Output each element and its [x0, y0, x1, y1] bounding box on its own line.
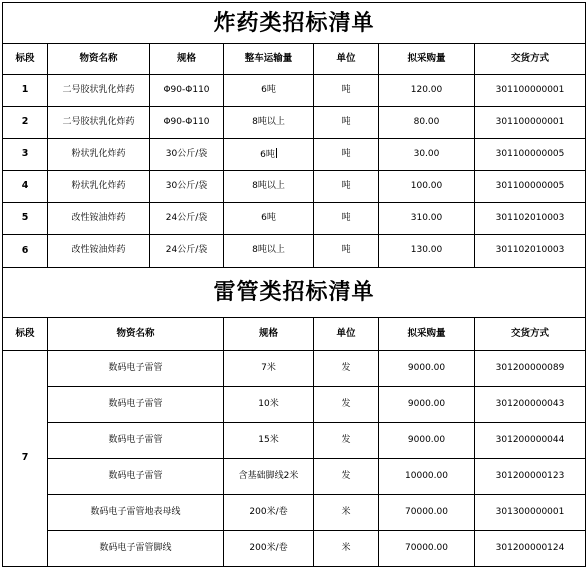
cell-unit: 吨 — [314, 235, 379, 268]
cell-spec: 30公斤/袋 — [150, 139, 224, 171]
header-spec: 规格 — [150, 44, 224, 75]
cell-unit: 发 — [314, 351, 379, 387]
cell-quantity: 70000.00 — [379, 495, 475, 531]
cell-transport: 8吨以上 — [224, 171, 314, 203]
cell-name: 二号胶状乳化炸药 — [48, 107, 150, 139]
cell-quantity: 9000.00 — [379, 387, 475, 423]
table-row — [3, 495, 586, 531]
cell-unit: 米 — [314, 495, 379, 531]
cell-section: 1 — [3, 75, 48, 107]
table-row — [3, 423, 586, 459]
header-unit: 单位 — [314, 318, 379, 351]
cell-spec: 含基础脚线2米 — [224, 459, 314, 495]
header-material-name: 物资名称 — [48, 44, 150, 75]
text-cursor — [276, 148, 277, 158]
detonator-table — [2, 267, 586, 567]
cell-name: 改性铵油炸药 — [48, 235, 150, 268]
cell-name: 数码电子雷管 — [48, 387, 224, 423]
cell-section: 4 — [3, 171, 48, 203]
tender-list-document — [2, 2, 585, 568]
cell-unit: 吨 — [314, 107, 379, 139]
cell-unit: 发 — [314, 459, 379, 495]
cell-name: 数码电子雷管地表母线 — [48, 495, 224, 531]
cell-delivery: 301200000123 — [475, 459, 586, 495]
cell-transport-editing[interactable] — [224, 139, 314, 171]
cell-delivery: 301100000005 — [475, 139, 586, 171]
cell-unit: 吨 — [314, 171, 379, 203]
cell-quantity: 130.00 — [379, 235, 475, 268]
cell-quantity: 9000.00 — [379, 351, 475, 387]
cell-spec: Φ90-Φ110 — [150, 107, 224, 139]
cell-delivery: 301102010003 — [475, 203, 586, 235]
header-material-name: 物资名称 — [48, 318, 224, 351]
header-quantity: 拟采购量 — [379, 44, 475, 75]
cell-delivery: 301200000043 — [475, 387, 586, 423]
header-section: 标段 — [3, 318, 48, 351]
cell-section: 2 — [3, 107, 48, 139]
table-row — [3, 531, 586, 567]
explosives-header-row — [3, 44, 586, 75]
cell-transport-text: 6吨 — [260, 150, 275, 161]
cell-name: 数码电子雷管 — [48, 459, 224, 495]
header-delivery: 交货方式 — [475, 318, 586, 351]
cell-spec: 24公斤/袋 — [150, 235, 224, 268]
cell-unit: 吨 — [314, 203, 379, 235]
detonators-header-row — [3, 318, 586, 351]
cell-quantity: 100.00 — [379, 171, 475, 203]
cell-section: 5 — [3, 203, 48, 235]
header-quantity: 拟采购量 — [379, 318, 475, 351]
cell-transport: 6吨 — [224, 203, 314, 235]
cell-spec: 200米/卷 — [224, 531, 314, 567]
cell-quantity: 10000.00 — [379, 459, 475, 495]
explosives-title-row — [3, 3, 586, 44]
cell-spec: 7米 — [224, 351, 314, 387]
cell-quantity: 30.00 — [379, 139, 475, 171]
cell-section: 6 — [3, 235, 48, 268]
cell-quantity: 70000.00 — [379, 531, 475, 567]
cell-delivery: 301100000001 — [475, 75, 586, 107]
cell-name: 粉状乳化炸药 — [48, 171, 150, 203]
explosives-title: 炸药类招标清单 — [3, 3, 586, 44]
cell-delivery: 301200000089 — [475, 351, 586, 387]
table-row — [3, 203, 586, 235]
cell-transport: 8吨以上 — [224, 235, 314, 268]
cell-spec: 200米/卷 — [224, 495, 314, 531]
header-delivery: 交货方式 — [475, 44, 586, 75]
cell-quantity: 120.00 — [379, 75, 475, 107]
cell-delivery: 301300000001 — [475, 495, 586, 531]
cell-delivery: 301100000005 — [475, 171, 586, 203]
cell-spec: 10米 — [224, 387, 314, 423]
table-row — [3, 459, 586, 495]
table-row — [3, 351, 586, 387]
detonators-title-row — [3, 268, 586, 318]
cell-unit: 米 — [314, 531, 379, 567]
header-section: 标段 — [3, 44, 48, 75]
table-row — [3, 139, 586, 171]
cell-delivery: 301102010003 — [475, 235, 586, 268]
table-row — [3, 171, 586, 203]
cell-section: 7 — [3, 351, 48, 567]
cell-name: 改性铵油炸药 — [48, 203, 150, 235]
cell-name: 二号胶状乳化炸药 — [48, 75, 150, 107]
cell-transport: 8吨以上 — [224, 107, 314, 139]
cell-spec: 15米 — [224, 423, 314, 459]
cell-spec: 30公斤/袋 — [150, 171, 224, 203]
cell-section: 3 — [3, 139, 48, 171]
cell-quantity: 80.00 — [379, 107, 475, 139]
header-spec: 规格 — [224, 318, 314, 351]
table-row — [3, 107, 586, 139]
table-row — [3, 235, 586, 268]
detonators-title: 雷管类招标清单 — [3, 268, 586, 318]
cell-unit: 发 — [314, 387, 379, 423]
cell-unit: 吨 — [314, 75, 379, 107]
table-row — [3, 75, 586, 107]
table-row — [3, 387, 586, 423]
cell-unit: 吨 — [314, 139, 379, 171]
cell-quantity: 9000.00 — [379, 423, 475, 459]
cell-transport: 6吨 — [224, 75, 314, 107]
cell-spec: 24公斤/袋 — [150, 203, 224, 235]
cell-name: 数码电子雷管脚线 — [48, 531, 224, 567]
cell-name: 数码电子雷管 — [48, 423, 224, 459]
cell-delivery: 301200000124 — [475, 531, 586, 567]
cell-name: 粉状乳化炸药 — [48, 139, 150, 171]
cell-spec: Φ90-Φ110 — [150, 75, 224, 107]
header-transport: 整车运输量 — [224, 44, 314, 75]
cell-delivery: 301200000044 — [475, 423, 586, 459]
cell-delivery: 301100000001 — [475, 107, 586, 139]
header-unit: 单位 — [314, 44, 379, 75]
cell-name: 数码电子雷管 — [48, 351, 224, 387]
tender-table — [2, 2, 586, 268]
cell-unit: 发 — [314, 423, 379, 459]
cell-quantity: 310.00 — [379, 203, 475, 235]
